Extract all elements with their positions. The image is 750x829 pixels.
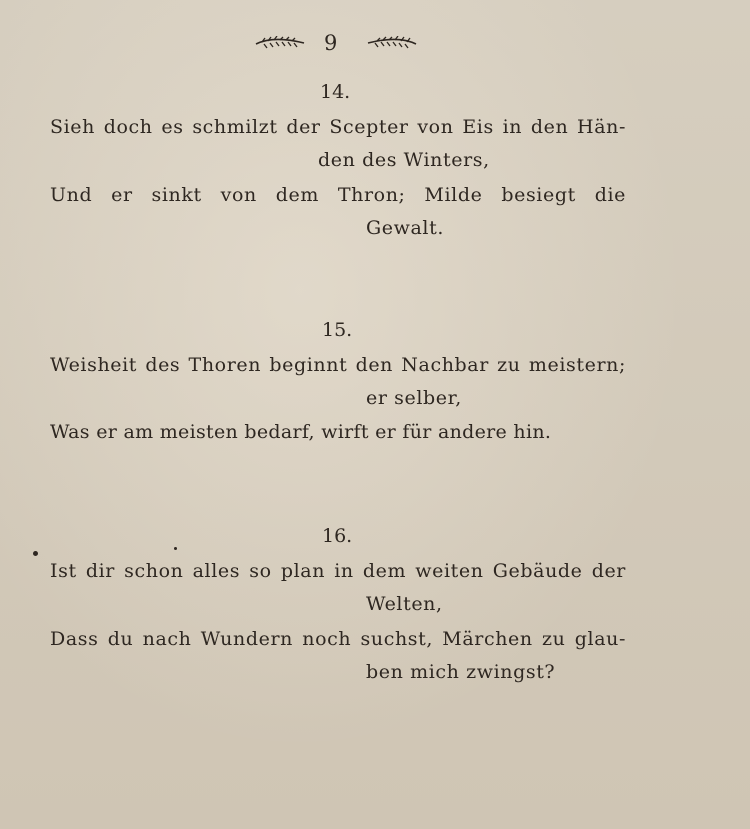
page-header [250, 30, 420, 56]
stanza-number: 16. [322, 525, 353, 547]
leaf-ornament-left-icon [254, 36, 306, 50]
verse-line-continuation: er selber, [366, 387, 462, 409]
verse-line-continuation: Welten, [366, 593, 443, 615]
verse-line: Was er am meisten bedarf, wirft er für andere hin. [50, 421, 552, 443]
stanza-number: 14. [320, 81, 351, 103]
verse-line-continuation: ben mich zwingst? [366, 661, 556, 683]
page-number: 9 [324, 31, 338, 55]
ink-speck [33, 551, 38, 556]
ink-speck [174, 547, 177, 550]
leaf-ornament-right-icon [366, 36, 418, 50]
verse-line: Sieh doch es schmilzt der Scepter von Eis in den Hän- [50, 116, 626, 138]
verse-line: Dass du nach Wundern noch suchst, Märchen zu glau- [50, 628, 626, 650]
verse-line-continuation: Gewalt. [366, 217, 444, 239]
verse-line: Und er sinkt von dem Thron; Milde besiegt die [50, 184, 626, 206]
verse-line: Weisheit des Thoren beginnt den Nachbar zu meistern; [50, 354, 626, 376]
stanza-number: 15. [322, 319, 353, 341]
verse-line-continuation: den des Winters, [318, 149, 490, 171]
verse-line: Ist dir schon alles so plan in dem weiten Gebäude der [50, 560, 626, 582]
